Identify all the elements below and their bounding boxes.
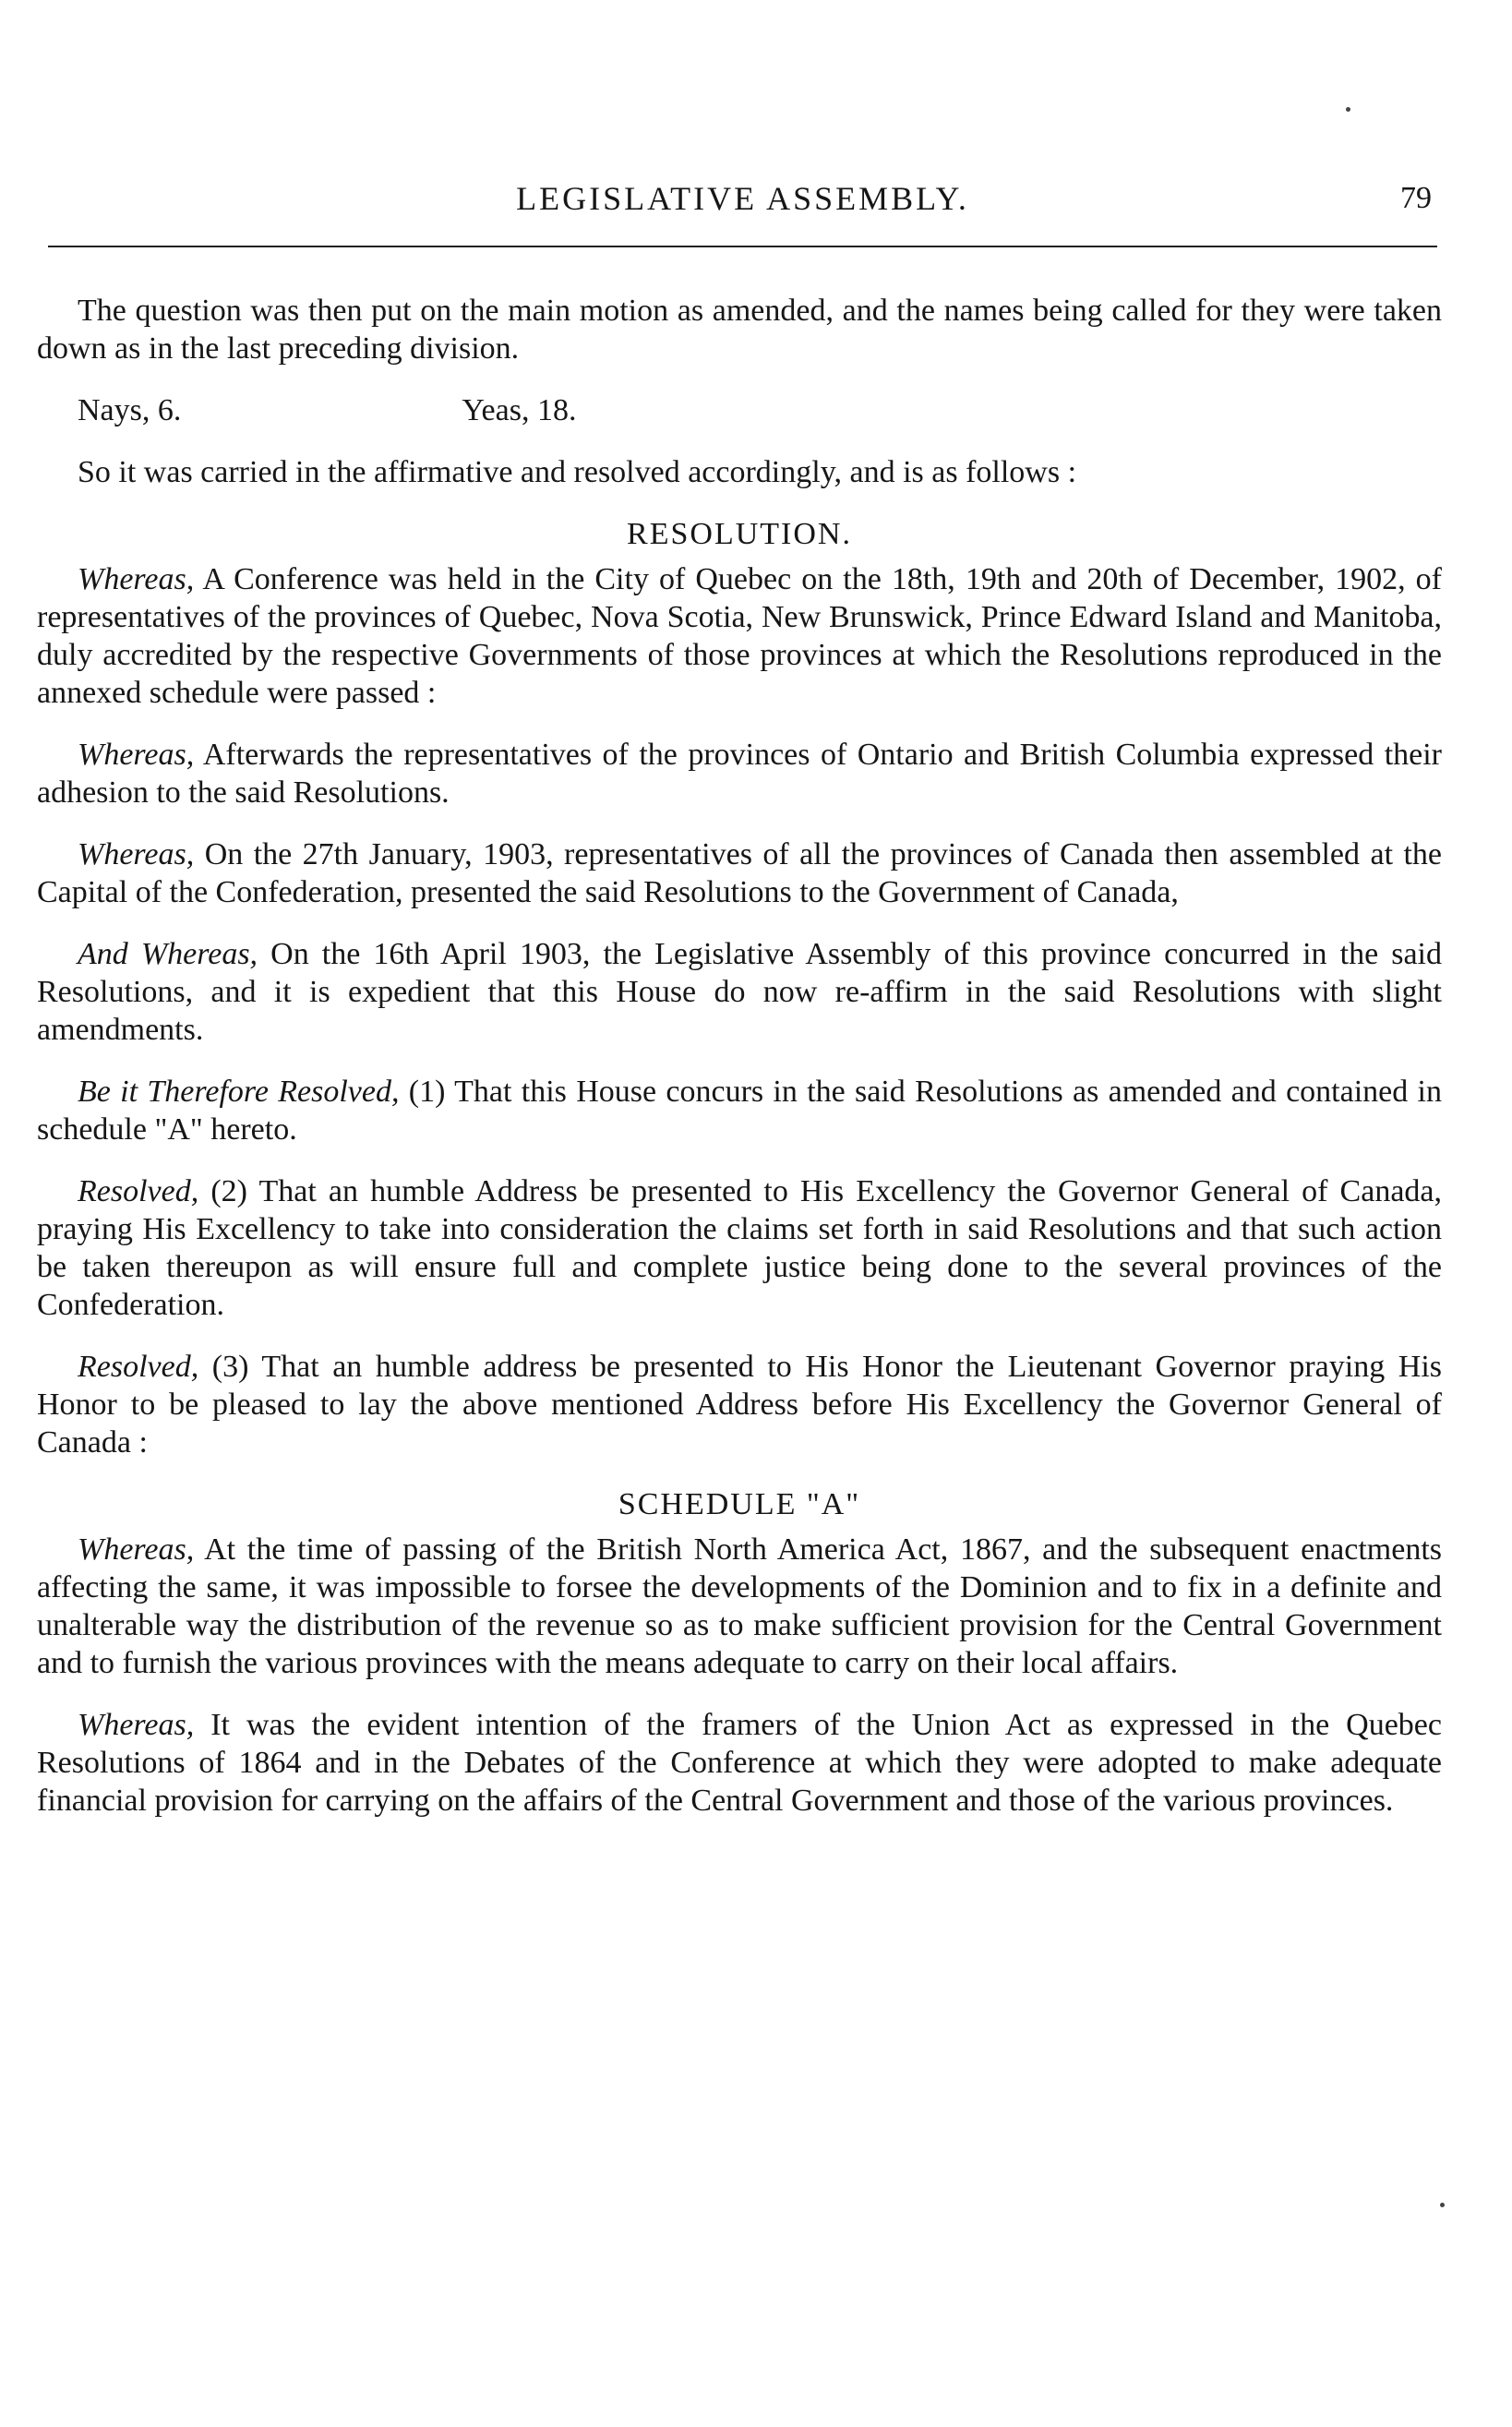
nays-count: Nays, 6. [78,393,182,427]
header-rule [48,246,1437,247]
resolution-clause [37,935,1442,1049]
carried-paragraph: So it was carried in the affirmative and resolved accordingly, and is as follows : [78,455,1077,489]
clause-text: (3) That an humble address be presented to His Honor the Lieutenant Governor praying His Honor to be pleased to lay the above mentioned Address before His Excellency the Governor General of Canada : [37,1350,1442,1460]
clause-lead: Whereas, [78,738,195,772]
schedule-heading: SCHEDULE "A" [618,1487,861,1521]
resolution-clause [37,1172,1442,1324]
resolution-clause [37,1073,1442,1148]
intro-paragraph: The question was then put on the main motion as amended, and the names being called for they were taken down as in the last preceding division. [37,294,1442,366]
clause-lead: Be it Therefore Resolved, [78,1075,400,1109]
page-header [48,175,1437,222]
resolution-clause [37,1348,1442,1461]
clause-text: (1) That this House concurs in the said Resolutions as amended and contained in schedule "A" hereto. [37,1075,1442,1147]
yeas-count: Yeas, 18. [462,393,577,427]
clause-text: At the time of passing of the British North America Act, 1867, and the subsequent enactments affecting the same, it was impossible to forsee the developments of the Dominion and to fix in a definite and unalterable way the distribution of the revenue so as to make sufficient provision for the Central Government and to furnish the various provinces with the means adequate to carry on their local affairs. [37,1532,1443,1680]
print-speck [1440,2203,1445,2207]
clause-lead: Resolved, [78,1174,199,1208]
clause-text: Afterwards the representatives of the provinces of Ontario and British Columbia expressed their adhesion to the said Resolutions. [37,738,1443,810]
print-speck [1346,107,1350,112]
clause-lead: Whereas, [78,1532,195,1567]
document-body [37,292,1442,1844]
resolution-heading: RESOLUTION. [627,517,852,551]
clause-lead: Whereas, [78,1708,195,1742]
resolution-clause [37,835,1442,911]
clause-text: (2) That an humble Address be presented to His Excellency the Governor General of Canada, praying His Excellency to take into consideration the claims set forth in said Resolutions and that such action be taken thereupon as will ensure full and complete justice being done to the several provinces of the Confederation. [37,1174,1442,1322]
resolution-clause [37,560,1442,712]
clause-lead: Whereas, [78,562,195,596]
page-number: 79 [1400,181,1432,215]
resolution-clause [37,736,1442,811]
clause-lead: And Whereas, [78,937,258,971]
running-title: LEGISLATIVE ASSEMBLY. [516,180,969,217]
clause-text: On the 16th April 1903, the Legislative Assembly of this province concurred in the said Resolutions, and it is expedient that this House do now re-affirm in the said Resolutions with slight amendments. [37,937,1443,1047]
clause-text: A Conference was held in the City of Quebec on the 18th, 19th and 20th of December, 1902, of representatives of the provinces of Quebec, Nova Scotia, New Brunswick, Prince Edward Island and Manitoba, duly accredited by the respective Governments of those provinces at which the Resolutions reproduced in the annexed schedule were passed : [37,562,1443,710]
clause-text: It was the evident intention of the framers of the Union Act as expressed in the Quebec Resolutions of 1864 and in the Debates of the Conference at which they were adopted to make adequate financial provision for carrying on the affairs of the Central Government and those of the various provinces. [37,1708,1442,1818]
clause-text: On the 27th January, 1903, representatives of all the provinces of Canada then assembled at the Capital of the Confederation, presented the said Resolutions to the Government of Canada, [37,837,1442,909]
clause-lead: Whereas, [78,837,195,871]
schedule-clause [37,1531,1442,1682]
division-tally [37,391,1442,429]
schedule-clause [37,1706,1442,1820]
clause-lead: Resolved, [78,1350,199,1384]
